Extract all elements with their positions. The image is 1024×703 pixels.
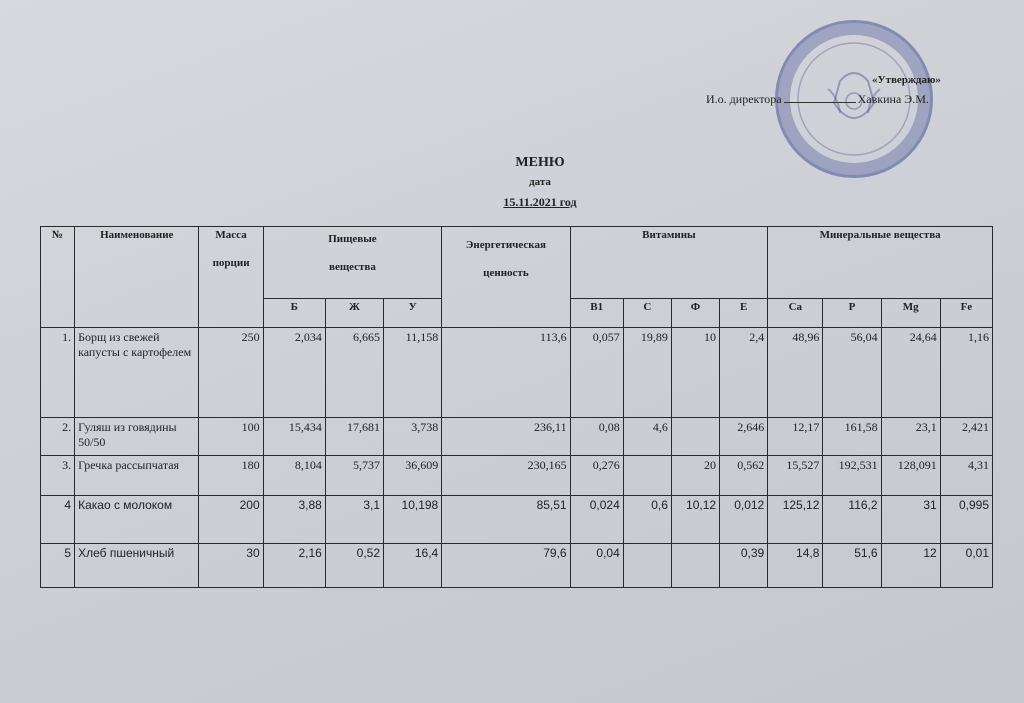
cell-protein: 2,16 <box>263 544 325 588</box>
cell-f: 20 <box>671 456 719 496</box>
cell-ca: 48,96 <box>768 328 823 418</box>
cell-mg: 24,64 <box>881 328 940 418</box>
subheader-mg: Mg <box>881 299 940 328</box>
cell-energy: 79,6 <box>442 544 570 588</box>
header-energy-line1: Энергетическая <box>465 239 546 251</box>
header-name: Наименование <box>75 227 199 328</box>
cell-ca: 12,17 <box>768 418 823 456</box>
menu-date: 15.11.2021 год <box>503 195 577 209</box>
cell-mg: 12 <box>881 544 940 588</box>
cell-c: 19,89 <box>623 328 671 418</box>
cell-fat: 3,1 <box>325 496 383 544</box>
header-nutrients-line2: вещества <box>329 261 376 273</box>
cell-fat: 0,52 <box>325 544 383 588</box>
director-prefix: И.о. директора <box>706 92 782 106</box>
cell-fat: 5,737 <box>325 456 383 496</box>
cell-p: 192,531 <box>823 456 881 496</box>
cell-energy: 236,11 <box>442 418 570 456</box>
subheader-carbs: У <box>384 299 442 328</box>
cell-mass: 30 <box>199 544 263 588</box>
header-nutrients <box>263 227 442 299</box>
cell-num: 4 <box>41 496 75 544</box>
cell-mg: 128,091 <box>881 456 940 496</box>
table-row <box>41 496 993 544</box>
header-num: № <box>41 227 75 328</box>
cell-carbs: 16,4 <box>384 544 442 588</box>
subheader-f: Ф <box>671 299 719 328</box>
cell-energy: 113,6 <box>442 328 570 418</box>
cell-fe: 0,01 <box>940 544 992 588</box>
approval-mark: «Утверждаю» <box>872 74 941 86</box>
cell-e: 0,562 <box>720 456 768 496</box>
cell-name: Гуляш из говядины 50/50 <box>75 418 199 456</box>
subheader-b1: B1 <box>570 299 623 328</box>
header-energy <box>442 227 570 328</box>
cell-e: 0,39 <box>720 544 768 588</box>
cell-f: 10,12 <box>671 496 719 544</box>
cell-mass: 200 <box>199 496 263 544</box>
subheader-protein: Б <box>263 299 325 328</box>
table-row <box>41 328 993 418</box>
cell-fe: 2,421 <box>940 418 992 456</box>
subheader-p: P <box>823 299 881 328</box>
cell-protein: 2,034 <box>263 328 325 418</box>
cell-mass: 100 <box>199 418 263 456</box>
cell-fe: 1,16 <box>940 328 992 418</box>
cell-fat: 17,681 <box>325 418 383 456</box>
header-minerals: Минеральные вещества <box>768 227 993 299</box>
subheader-e: Е <box>720 299 768 328</box>
cell-p: 51,6 <box>823 544 881 588</box>
cell-p: 56,04 <box>823 328 881 418</box>
director-name: Хавкина Э.М. <box>857 92 929 106</box>
header-nutrients-line1: Пищевые <box>328 233 377 245</box>
cell-carbs: 3,738 <box>384 418 442 456</box>
header-mass <box>199 227 263 328</box>
subheader-fe: Fe <box>940 299 992 328</box>
cell-fe: 0,995 <box>940 496 992 544</box>
cell-ca: 125,12 <box>768 496 823 544</box>
director-line <box>706 92 929 107</box>
cell-b1: 0,04 <box>570 544 623 588</box>
cell-name: Какао с молоком <box>75 496 199 544</box>
signature-line <box>784 102 856 103</box>
cell-fe: 4,31 <box>940 456 992 496</box>
cell-b1: 0,276 <box>570 456 623 496</box>
cell-e: 2,646 <box>720 418 768 456</box>
cell-f <box>671 418 719 456</box>
cell-c <box>623 544 671 588</box>
table-row <box>41 544 993 588</box>
cell-carbs: 10,198 <box>384 496 442 544</box>
table-row <box>41 456 993 496</box>
cell-name: Борщ из свежей капусты с картофелем <box>75 328 199 418</box>
cell-num: 2. <box>41 418 75 456</box>
cell-mass: 180 <box>199 456 263 496</box>
cell-b1: 0,024 <box>570 496 623 544</box>
header-vitamins: Витамины <box>570 227 768 299</box>
table-row <box>41 418 993 456</box>
cell-protein: 3,88 <box>263 496 325 544</box>
cell-num: 3. <box>41 456 75 496</box>
cell-mass: 250 <box>199 328 263 418</box>
cell-f <box>671 544 719 588</box>
cell-ca: 15,527 <box>768 456 823 496</box>
menu-heading: МЕНЮ <box>515 155 565 170</box>
cell-c <box>623 456 671 496</box>
header-mass-line2: порции <box>212 257 250 269</box>
cell-b1: 0,08 <box>570 418 623 456</box>
subheader-c: С <box>623 299 671 328</box>
cell-carbs: 11,158 <box>384 328 442 418</box>
cell-p: 161,58 <box>823 418 881 456</box>
cell-e: 0,012 <box>720 496 768 544</box>
cell-carbs: 36,609 <box>384 456 442 496</box>
cell-energy: 85,51 <box>442 496 570 544</box>
cell-name: Гречка рассыпчатая <box>75 456 199 496</box>
cell-num: 5 <box>41 544 75 588</box>
cell-protein: 15,434 <box>263 418 325 456</box>
cell-e: 2,4 <box>720 328 768 418</box>
cell-mg: 23,1 <box>881 418 940 456</box>
date-label: дата <box>529 176 551 188</box>
header-mass-line1: Масса <box>215 229 247 241</box>
cell-c: 4,6 <box>623 418 671 456</box>
subheader-ca: Ca <box>768 299 823 328</box>
header-energy-line2: ценность <box>483 267 529 279</box>
cell-mg: 31 <box>881 496 940 544</box>
subheader-fat: Ж <box>325 299 383 328</box>
cell-fat: 6,665 <box>325 328 383 418</box>
cell-c: 0,6 <box>623 496 671 544</box>
cell-f: 10 <box>671 328 719 418</box>
cell-energy: 230,165 <box>442 456 570 496</box>
cell-num: 1. <box>41 328 75 418</box>
cell-p: 116,2 <box>823 496 881 544</box>
menu-table <box>40 226 993 588</box>
cell-b1: 0,057 <box>570 328 623 418</box>
cell-protein: 8,104 <box>263 456 325 496</box>
cell-ca: 14,8 <box>768 544 823 588</box>
cell-name: Хлеб пшеничный <box>75 544 199 588</box>
